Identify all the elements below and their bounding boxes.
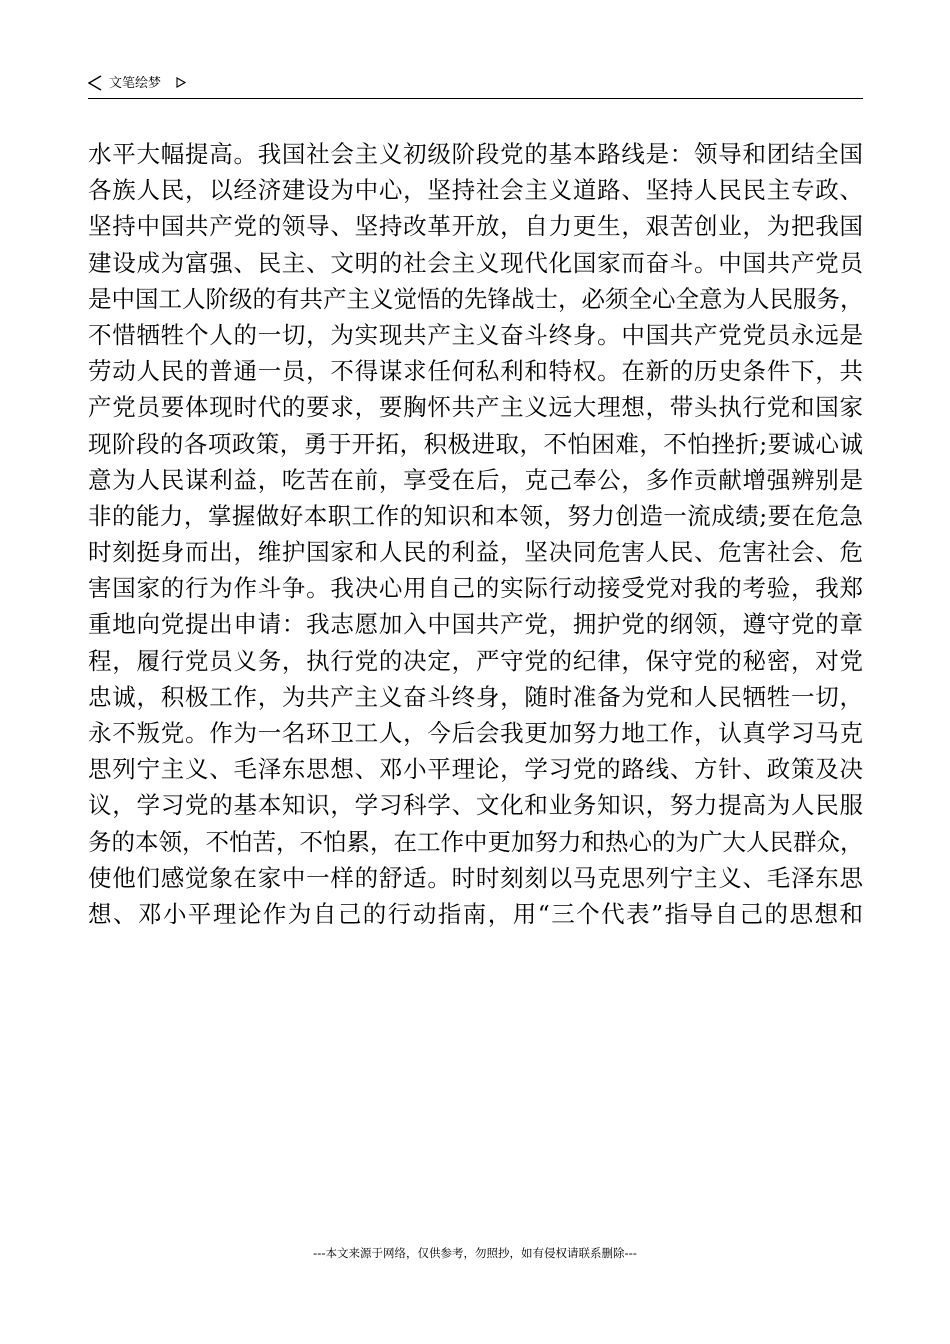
text-line: 务的本领，不怕苦，不怕累，在工作中更加努力和热心的为广大人民群众， (88, 827, 864, 856)
left-triangle-outline-icon (88, 75, 102, 91)
text-line: 是中国工人阶级的有共产主义觉悟的先锋战士，必须全心全意为人民服务， (88, 284, 864, 313)
text-line: 建设成为富强、民主、文明的社会主义现代化国家而奋斗。中国共产党员 (88, 248, 863, 277)
text-line: 非的能力，掌握做好本职工作的知识和本领，努力创造一流成绩;要在危急 (88, 501, 863, 530)
text-line: 时刻挺身而出，维护国家和人民的利益，坚决同危害人民、危害社会、危 (88, 538, 863, 567)
text-line: 水平大幅提高。我国社会主义初级阶段党的基本路线是：领导和团结全国 (88, 140, 863, 168)
text-line: 各族人民，以经济建设为中心，坚持社会主义道路、坚持人民民主专政、 (88, 176, 863, 205)
text-line: 永不叛党。作为一名环卫工人，今后会我更加努力地工作，认真学习马克 (88, 719, 863, 747)
text-line: 议，学习党的基本知识，学习科学、文化和业务知识，努力提高为人民服 (88, 791, 863, 820)
text-line: 坚持中国共产党的领导、坚持改革开放，自力更生，艰苦创业，为把我国 (88, 212, 863, 241)
text-line: 程，履行党员义务，执行党的决定，严守党的纪律，保守党的秘密，对党 (88, 646, 863, 675)
header-brand: 文笔绘梦 (109, 76, 162, 91)
text-line: 现阶段的各项政策，勇于开拓，积极进取，不怕困难，不怕挫折;要诚心诚 (88, 429, 863, 458)
right-triangle-outline-icon (176, 77, 186, 88)
page-header (88, 72, 863, 99)
text-line: 劳动人民的普通一员，不得谋求任何私利和特权。在新的历史条件下，共 (88, 357, 863, 386)
text-line: 害国家的行为作斗争。我决心用自己的实际行动接受党对我的考验，我郑 (88, 574, 863, 603)
text-line: 思列宁主义、毛泽东思想、邓小平理论，学习党的路线、方针、政策及决 (88, 755, 863, 784)
text-line: 重地向党提出申请：我志愿加入中国共产党，拥护党的纲领，遵守党的章 (88, 610, 863, 639)
text-line: 想、邓小平理论作为自己的行动指南，用“三个代表”指导自己的思想和 (88, 899, 863, 928)
document-body (88, 136, 863, 932)
text-line: 产党员要体现时代的要求，要胸怀共产主义远大理想，带头执行党和国家 (88, 393, 863, 422)
text-line: 忠诚，积极工作，为共产主义奋斗终身，随时准备为党和人民牺牲一切， (88, 682, 863, 711)
page-footer-notice: ---本文来源于网络，仅供参考，勿照抄，如有侵权请联系删除--- (313, 1246, 637, 1260)
text-line: 使他们感觉象在家中一样的舒适。时时刻刻以马克思列宁主义、毛泽东思 (88, 863, 863, 892)
text-line: 不惜牺牲个人的一切，为实现共产主义奋斗终身。中国共产党党员永远是 (88, 320, 863, 349)
text-line: 意为人民谋利益，吃苦在前，享受在后，克己奉公，多作贡献增强辨别是 (88, 465, 863, 494)
